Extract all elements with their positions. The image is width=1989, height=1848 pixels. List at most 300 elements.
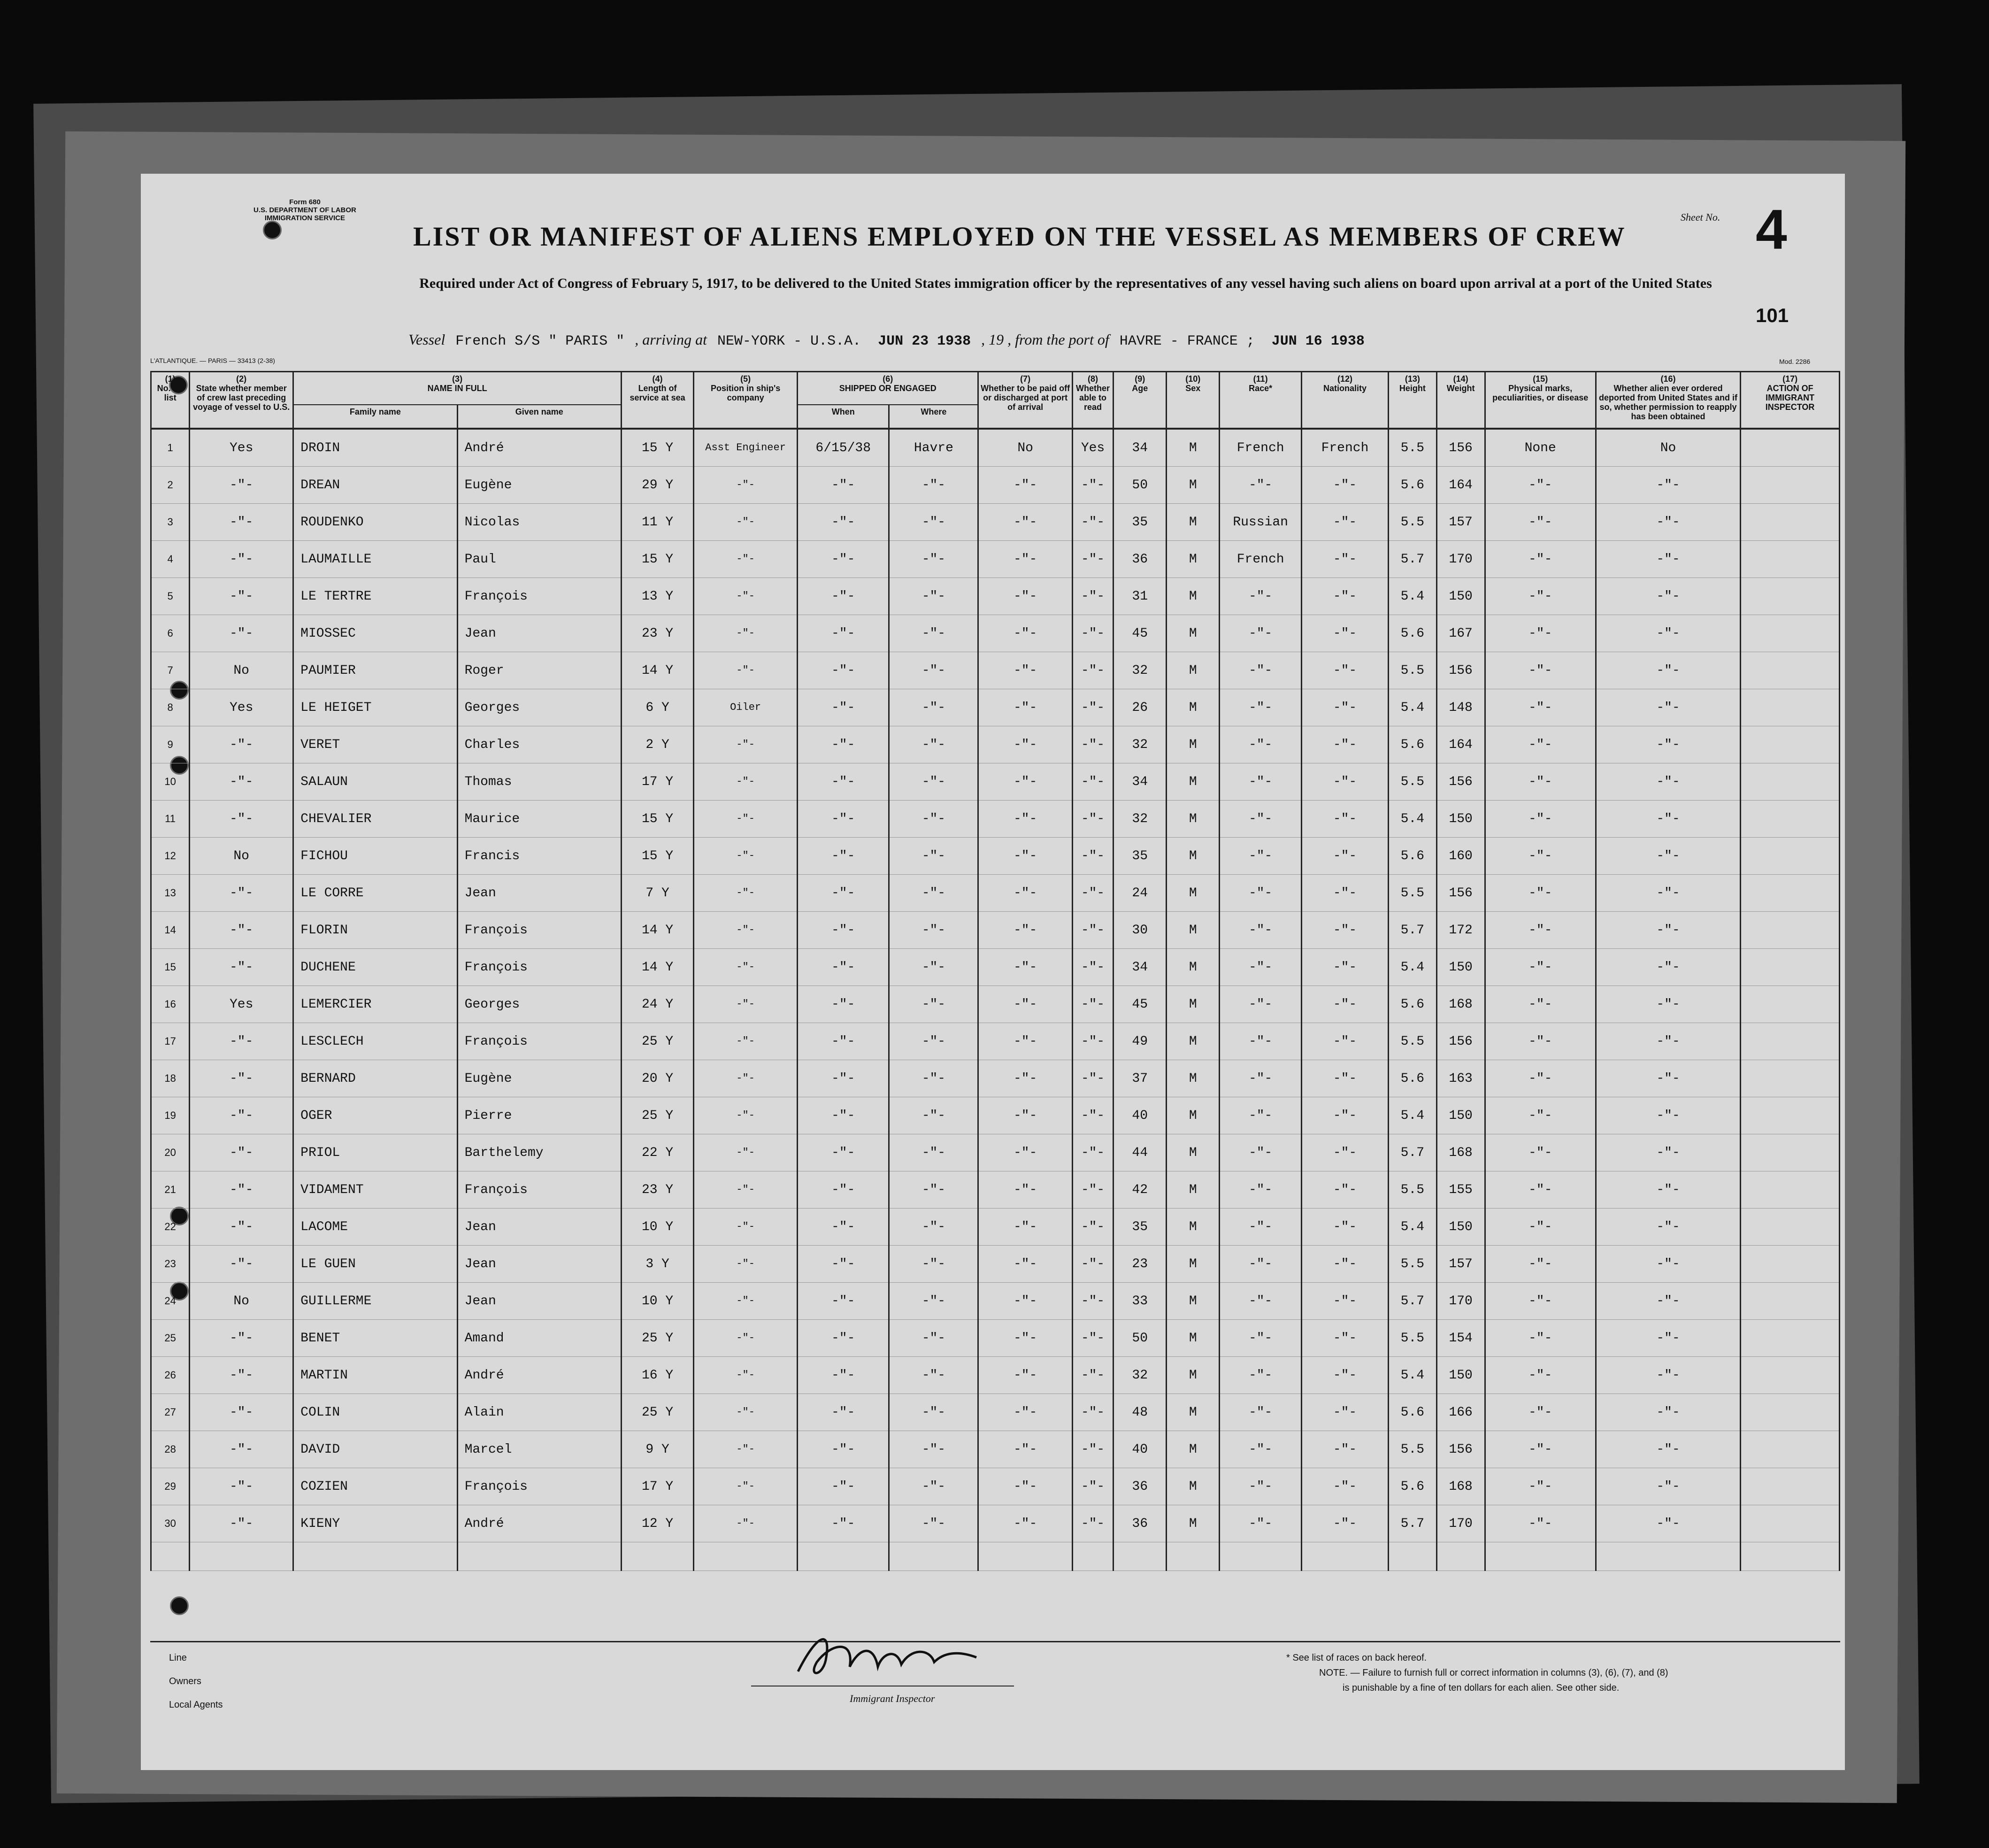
race-cell: -"- (1220, 1505, 1302, 1542)
department-name: U.S. DEPARTMENT OF LABOR (253, 206, 356, 214)
physical-marks-cell: -"- (1485, 541, 1596, 578)
able-to-read-cell: -"- (1072, 467, 1113, 504)
inspector-action-cell (1741, 578, 1840, 615)
deported-status-cell: -"- (1596, 541, 1740, 578)
previous-voyage-cell: -"- (190, 1171, 293, 1209)
length-of-service-cell: 15 Y (621, 838, 693, 875)
col-12-header: (12) Nationality (1302, 372, 1389, 429)
inspector-action-cell (1741, 1246, 1840, 1283)
shipped-where-cell: -"- (889, 1023, 978, 1060)
shipped-where-cell: -"- (889, 1357, 978, 1394)
age-cell: 42 (1114, 1171, 1167, 1209)
given-name-cell: François (457, 1468, 621, 1505)
able-to-read-cell: -"- (1072, 986, 1113, 1023)
weight-cell: 170 (1436, 1505, 1485, 1542)
able-to-read-cell: -"- (1072, 949, 1113, 986)
deported-status-cell: -"- (1596, 1468, 1740, 1505)
shipped-when-cell: -"- (798, 1097, 889, 1134)
family-name-cell: MARTIN (293, 1357, 457, 1394)
able-to-read-cell: -"- (1072, 763, 1113, 801)
table-row (151, 429, 1840, 467)
deported-status-cell: -"- (1596, 763, 1740, 801)
height-cell: 5.7 (1388, 541, 1436, 578)
deported-status-cell: -"- (1596, 1283, 1740, 1320)
col-2-header: (2) State whether member of crew last preceding voyage of vessel to U.S. (190, 372, 293, 429)
sex-cell: M (1167, 912, 1220, 949)
sex-cell: M (1167, 1468, 1220, 1505)
local-agents-label: Local Agents (169, 1700, 223, 1710)
table-row (151, 875, 1840, 912)
vessel-value: French S/S " PARIS " (455, 333, 625, 349)
blank-cell (798, 1542, 889, 1571)
family-name-cell: OGER (293, 1097, 457, 1134)
position-cell: -"- (694, 1283, 798, 1320)
previous-voyage-cell: -"- (190, 1023, 293, 1060)
row-number-cell: 30 (151, 1505, 190, 1542)
shipped-where-cell: -"- (889, 763, 978, 801)
inspector-action-cell (1741, 1357, 1840, 1394)
inspector-action-cell (1741, 1023, 1840, 1060)
weight-cell: 163 (1436, 1060, 1485, 1097)
arriving-label: , arriving at (635, 331, 707, 348)
previous-voyage-cell: Yes (190, 986, 293, 1023)
length-of-service-cell: 25 Y (621, 1023, 693, 1060)
nationality-cell: -"- (1302, 578, 1389, 615)
physical-marks-cell: -"- (1485, 1209, 1596, 1246)
nationality-cell: -"- (1302, 1060, 1389, 1097)
race-cell: -"- (1220, 1431, 1302, 1468)
blank-cell (457, 1542, 621, 1571)
blank-cell (1436, 1542, 1485, 1571)
able-to-read-cell: Yes (1072, 429, 1113, 467)
inspector-action-cell (1741, 467, 1840, 504)
paid-off-cell: -"- (978, 1134, 1072, 1171)
row-number-cell: 7 (151, 652, 190, 689)
sex-cell: M (1167, 1171, 1220, 1209)
age-cell: 30 (1114, 912, 1167, 949)
paid-off-cell: -"- (978, 875, 1072, 912)
physical-marks-cell: None (1485, 429, 1596, 467)
weight-cell: 150 (1436, 949, 1485, 986)
able-to-read-cell: -"- (1072, 1097, 1113, 1134)
table-row (151, 1431, 1840, 1468)
nationality-cell: -"- (1302, 467, 1389, 504)
height-cell: 5.5 (1388, 1246, 1436, 1283)
length-of-service-cell: 6 Y (621, 689, 693, 726)
sex-cell: M (1167, 1505, 1220, 1542)
races-note: * See list of races on back hereof. (1286, 1653, 1427, 1663)
inspector-action-cell (1741, 801, 1840, 838)
row-number-cell: 28 (151, 1431, 190, 1468)
manifest-page (141, 174, 1845, 1770)
family-name-cell: DREAN (293, 467, 457, 504)
blank-cell (1302, 1542, 1389, 1571)
nationality-cell: -"- (1302, 1171, 1389, 1209)
blank-cell (621, 1542, 693, 1571)
position-cell: Oiler (694, 689, 798, 726)
previous-voyage-cell: -"- (190, 578, 293, 615)
shipped-when-cell: -"- (798, 949, 889, 986)
previous-voyage-cell: -"- (190, 726, 293, 763)
given-name-cell: Georges (457, 689, 621, 726)
shipped-when-cell: -"- (798, 986, 889, 1023)
position-cell: -"- (694, 875, 798, 912)
inspector-action-cell (1741, 1171, 1840, 1209)
position-cell: -"- (694, 615, 798, 652)
shipped-when-cell: -"- (798, 1505, 889, 1542)
departure-date-stamp: JUN 16 1938 (1271, 333, 1365, 349)
inspector-action-cell (1741, 652, 1840, 689)
shipped-when-cell: -"- (798, 763, 889, 801)
inspector-action-cell (1741, 615, 1840, 652)
age-cell: 32 (1114, 801, 1167, 838)
length-of-service-cell: 29 Y (621, 467, 693, 504)
height-cell: 5.5 (1388, 1171, 1436, 1209)
age-cell: 50 (1114, 1320, 1167, 1357)
age-cell: 48 (1114, 1394, 1167, 1431)
row-number-cell: 26 (151, 1357, 190, 1394)
physical-marks-cell: -"- (1485, 875, 1596, 912)
family-name-cell: VIDAMENT (293, 1171, 457, 1209)
position-cell: -"- (694, 801, 798, 838)
when-header: When (798, 405, 889, 429)
deported-status-cell: -"- (1596, 652, 1740, 689)
inspector-action-cell (1741, 1283, 1840, 1320)
footer-divider (150, 1641, 1840, 1642)
deported-status-cell: -"- (1596, 1431, 1740, 1468)
weight-cell: 154 (1436, 1320, 1485, 1357)
sex-cell: M (1167, 1283, 1220, 1320)
able-to-read-cell: -"- (1072, 801, 1113, 838)
inspector-signature (789, 1625, 986, 1686)
table-row (151, 1283, 1840, 1320)
race-cell: -"- (1220, 1283, 1302, 1320)
race-cell: -"- (1220, 1134, 1302, 1171)
weight-cell: 156 (1436, 1431, 1485, 1468)
row-number-cell: 23 (151, 1246, 190, 1283)
previous-voyage-cell: -"- (190, 949, 293, 986)
family-name-cell: LESCLECH (293, 1023, 457, 1060)
sex-cell: M (1167, 763, 1220, 801)
inspector-action-cell (1741, 986, 1840, 1023)
able-to-read-cell: -"- (1072, 1505, 1113, 1542)
age-cell: 50 (1114, 467, 1167, 504)
race-cell: -"- (1220, 875, 1302, 912)
table-row (151, 578, 1840, 615)
age-cell: 32 (1114, 726, 1167, 763)
physical-marks-cell: -"- (1485, 467, 1596, 504)
physical-marks-cell: -"- (1485, 986, 1596, 1023)
length-of-service-cell: 14 Y (621, 949, 693, 986)
previous-voyage-cell: No (190, 1283, 293, 1320)
previous-voyage-cell: -"- (190, 541, 293, 578)
shipped-when-cell: -"- (798, 838, 889, 875)
table-row (151, 1023, 1840, 1060)
height-cell: 5.4 (1388, 1209, 1436, 1246)
given-name-cell: Eugène (457, 467, 621, 504)
row-number-cell: 1 (151, 429, 190, 467)
able-to-read-cell: -"- (1072, 1283, 1113, 1320)
physical-marks-cell: -"- (1485, 504, 1596, 541)
paid-off-cell: -"- (978, 986, 1072, 1023)
age-cell: 44 (1114, 1134, 1167, 1171)
given-name-cell: François (457, 578, 621, 615)
paid-off-cell: -"- (978, 763, 1072, 801)
shipped-where-cell: -"- (889, 1320, 978, 1357)
race-cell: -"- (1220, 763, 1302, 801)
physical-marks-cell: -"- (1485, 1320, 1596, 1357)
position-cell: -"- (694, 652, 798, 689)
inspector-action-cell (1741, 429, 1840, 467)
physical-marks-cell: -"- (1485, 801, 1596, 838)
given-name-cell: Maurice (457, 801, 621, 838)
paid-off-cell: -"- (978, 1097, 1072, 1134)
race-cell: -"- (1220, 986, 1302, 1023)
paid-off-cell: -"- (978, 1320, 1072, 1357)
physical-marks-cell: -"- (1485, 615, 1596, 652)
deported-status-cell: -"- (1596, 504, 1740, 541)
height-cell: 5.7 (1388, 1505, 1436, 1542)
paid-off-cell: -"- (978, 1209, 1072, 1246)
shipped-when-cell: -"- (798, 541, 889, 578)
punch-hole (170, 1596, 189, 1615)
weight-cell: 172 (1436, 912, 1485, 949)
blank-cell (1114, 1542, 1167, 1571)
race-cell: French (1220, 429, 1302, 467)
deported-status-cell: -"- (1596, 726, 1740, 763)
height-cell: 5.4 (1388, 689, 1436, 726)
nationality-cell: -"- (1302, 504, 1389, 541)
paid-off-cell: -"- (978, 689, 1072, 726)
paid-off-cell: -"- (978, 1357, 1072, 1394)
sex-cell: M (1167, 615, 1220, 652)
paid-off-cell: -"- (978, 467, 1072, 504)
length-of-service-cell: 3 Y (621, 1246, 693, 1283)
age-cell: 34 (1114, 429, 1167, 467)
table-row (151, 1505, 1840, 1542)
shipped-where-cell: -"- (889, 578, 978, 615)
table-row (151, 467, 1840, 504)
arriving-value: NEW-YORK - U.S.A. (717, 333, 861, 349)
previous-voyage-cell: Yes (190, 429, 293, 467)
family-name-cell: CHEVALIER (293, 801, 457, 838)
weight-cell: 156 (1436, 875, 1485, 912)
shipped-when-cell: -"- (798, 615, 889, 652)
previous-voyage-cell: -"- (190, 467, 293, 504)
family-name-cell: LAUMAILLE (293, 541, 457, 578)
shipped-when-cell: -"- (798, 1060, 889, 1097)
length-of-service-cell: 16 Y (621, 1357, 693, 1394)
age-cell: 31 (1114, 578, 1167, 615)
paid-off-cell: -"- (978, 912, 1072, 949)
inspector-action-cell (1741, 541, 1840, 578)
able-to-read-cell: -"- (1072, 1431, 1113, 1468)
previous-voyage-cell: No (190, 838, 293, 875)
table-row (151, 949, 1840, 986)
weight-cell: 150 (1436, 578, 1485, 615)
from-value: HAVRE - FRANCE ; (1119, 333, 1255, 349)
previous-voyage-cell: -"- (190, 1394, 293, 1431)
row-number-cell: 24 (151, 1283, 190, 1320)
position-cell: -"- (694, 1468, 798, 1505)
height-cell: 5.4 (1388, 949, 1436, 986)
punch-hole (263, 221, 282, 239)
given-name-cell: François (457, 1023, 621, 1060)
table-row (151, 1209, 1840, 1246)
race-cell: -"- (1220, 801, 1302, 838)
shipped-where-cell: -"- (889, 801, 978, 838)
table-row (151, 1097, 1840, 1134)
sex-cell: M (1167, 875, 1220, 912)
length-of-service-cell: 15 Y (621, 429, 693, 467)
family-name-header: Family name (293, 405, 457, 429)
given-name-cell: Alain (457, 1394, 621, 1431)
previous-voyage-cell: -"- (190, 504, 293, 541)
age-cell: 24 (1114, 875, 1167, 912)
penalty-note: NOTE. — Failure to furnish full or correct information in columns (3), (6), (7), and (8) (1319, 1668, 1668, 1678)
race-cell: -"- (1220, 1468, 1302, 1505)
height-cell: 5.7 (1388, 912, 1436, 949)
row-number-cell: 17 (151, 1023, 190, 1060)
deported-status-cell: -"- (1596, 1134, 1740, 1171)
table-row (151, 1134, 1840, 1171)
age-cell: 40 (1114, 1431, 1167, 1468)
inspector-action-cell (1741, 1097, 1840, 1134)
table-row (151, 1320, 1840, 1357)
given-name-cell: Roger (457, 652, 621, 689)
col-7-header: (7) Whether to be paid off or discharged at port of arrival (978, 372, 1072, 429)
race-cell: -"- (1220, 689, 1302, 726)
shipped-when-cell: -"- (798, 467, 889, 504)
col-17-header: (17) ACTION OF IMMIGRANT INSPECTOR (1741, 372, 1840, 429)
length-of-service-cell: 14 Y (621, 912, 693, 949)
blank-cell (1388, 1542, 1436, 1571)
weight-cell: 167 (1436, 615, 1485, 652)
shipped-when-cell: -"- (798, 1171, 889, 1209)
family-name-cell: PAUMIER (293, 652, 457, 689)
physical-marks-cell: -"- (1485, 652, 1596, 689)
family-name-cell: DROIN (293, 429, 457, 467)
position-cell: -"- (694, 1209, 798, 1246)
paid-off-cell: -"- (978, 1171, 1072, 1209)
sex-cell: M (1167, 1320, 1220, 1357)
deported-status-cell: -"- (1596, 1097, 1740, 1134)
age-cell: 33 (1114, 1283, 1167, 1320)
given-name-cell: Jean (457, 615, 621, 652)
given-name-cell: André (457, 1505, 621, 1542)
table-row (151, 763, 1840, 801)
weight-cell: 170 (1436, 541, 1485, 578)
inspector-action-cell (1741, 1134, 1840, 1171)
blank-cell (1167, 1542, 1220, 1571)
family-name-cell: LE CORRE (293, 875, 457, 912)
position-cell: -"- (694, 1171, 798, 1209)
nationality-cell: -"- (1302, 875, 1389, 912)
family-name-cell: FLORIN (293, 912, 457, 949)
paid-off-cell: -"- (978, 1468, 1072, 1505)
weight-cell: 168 (1436, 986, 1485, 1023)
deported-status-cell: -"- (1596, 1357, 1740, 1394)
previous-voyage-cell: -"- (190, 1468, 293, 1505)
row-number-cell: 3 (151, 504, 190, 541)
race-cell: -"- (1220, 1320, 1302, 1357)
shipped-when-cell: -"- (798, 726, 889, 763)
row-number-cell: 18 (151, 1060, 190, 1097)
position-cell: -"- (694, 541, 798, 578)
age-cell: 35 (1114, 838, 1167, 875)
shipped-where-cell: -"- (889, 1134, 978, 1171)
length-of-service-cell: 13 Y (621, 578, 693, 615)
col-1-header: (1) No. on list (151, 372, 190, 429)
shipped-when-cell: -"- (798, 1209, 889, 1246)
deported-status-cell: -"- (1596, 986, 1740, 1023)
able-to-read-cell: -"- (1072, 578, 1113, 615)
age-cell: 49 (1114, 1023, 1167, 1060)
weight-cell: 166 (1436, 1394, 1485, 1431)
previous-voyage-cell: -"- (190, 763, 293, 801)
sex-cell: M (1167, 689, 1220, 726)
arrival-date-stamp: JUN 23 1938 (878, 333, 971, 349)
row-number-cell: 21 (151, 1171, 190, 1209)
race-cell: -"- (1220, 1357, 1302, 1394)
owners-label: Owners (169, 1676, 201, 1686)
deported-status-cell: -"- (1596, 578, 1740, 615)
service-name: IMMIGRATION SERVICE (264, 214, 345, 222)
family-name-cell: COLIN (293, 1394, 457, 1431)
height-cell: 5.5 (1388, 1320, 1436, 1357)
table-row (151, 1171, 1840, 1209)
weight-cell: 156 (1436, 1023, 1485, 1060)
weight-cell: 150 (1436, 801, 1485, 838)
blank-cell (1485, 1542, 1596, 1571)
where-header: Where (889, 405, 978, 429)
col-13-header: (13) Height (1388, 372, 1436, 429)
shipped-where-cell: -"- (889, 986, 978, 1023)
family-name-cell: SALAUN (293, 763, 457, 801)
blank-cell (978, 1542, 1072, 1571)
deported-status-cell: -"- (1596, 875, 1740, 912)
nationality-cell: -"- (1302, 541, 1389, 578)
family-name-cell: VERET (293, 726, 457, 763)
able-to-read-cell: -"- (1072, 1023, 1113, 1060)
row-number-cell: 5 (151, 578, 190, 615)
from-label: , from the port of (1007, 331, 1109, 348)
race-cell: -"- (1220, 652, 1302, 689)
sex-cell: M (1167, 1209, 1220, 1246)
height-cell: 5.7 (1388, 1134, 1436, 1171)
height-cell: 5.6 (1388, 1468, 1436, 1505)
shipped-where-cell: -"- (889, 949, 978, 986)
previous-voyage-cell: -"- (190, 1209, 293, 1246)
able-to-read-cell: -"- (1072, 689, 1113, 726)
deported-status-cell: -"- (1596, 801, 1740, 838)
immigrant-inspector-label: Immigrant Inspector (850, 1693, 935, 1704)
able-to-read-cell: -"- (1072, 838, 1113, 875)
nationality-cell: French (1302, 429, 1389, 467)
blank-cell (1072, 1542, 1113, 1571)
able-to-read-cell: -"- (1072, 1357, 1113, 1394)
inspector-action-cell (1741, 1468, 1840, 1505)
nationality-cell: -"- (1302, 801, 1389, 838)
length-of-service-cell: 15 Y (621, 541, 693, 578)
position-cell: -"- (694, 1394, 798, 1431)
given-name-header: Given name (457, 405, 621, 429)
age-cell: 32 (1114, 652, 1167, 689)
row-number-cell: 27 (151, 1394, 190, 1431)
col-11-header: (11) Race* (1220, 372, 1302, 429)
shipped-where-cell: -"- (889, 689, 978, 726)
paid-off-cell: -"- (978, 1246, 1072, 1283)
